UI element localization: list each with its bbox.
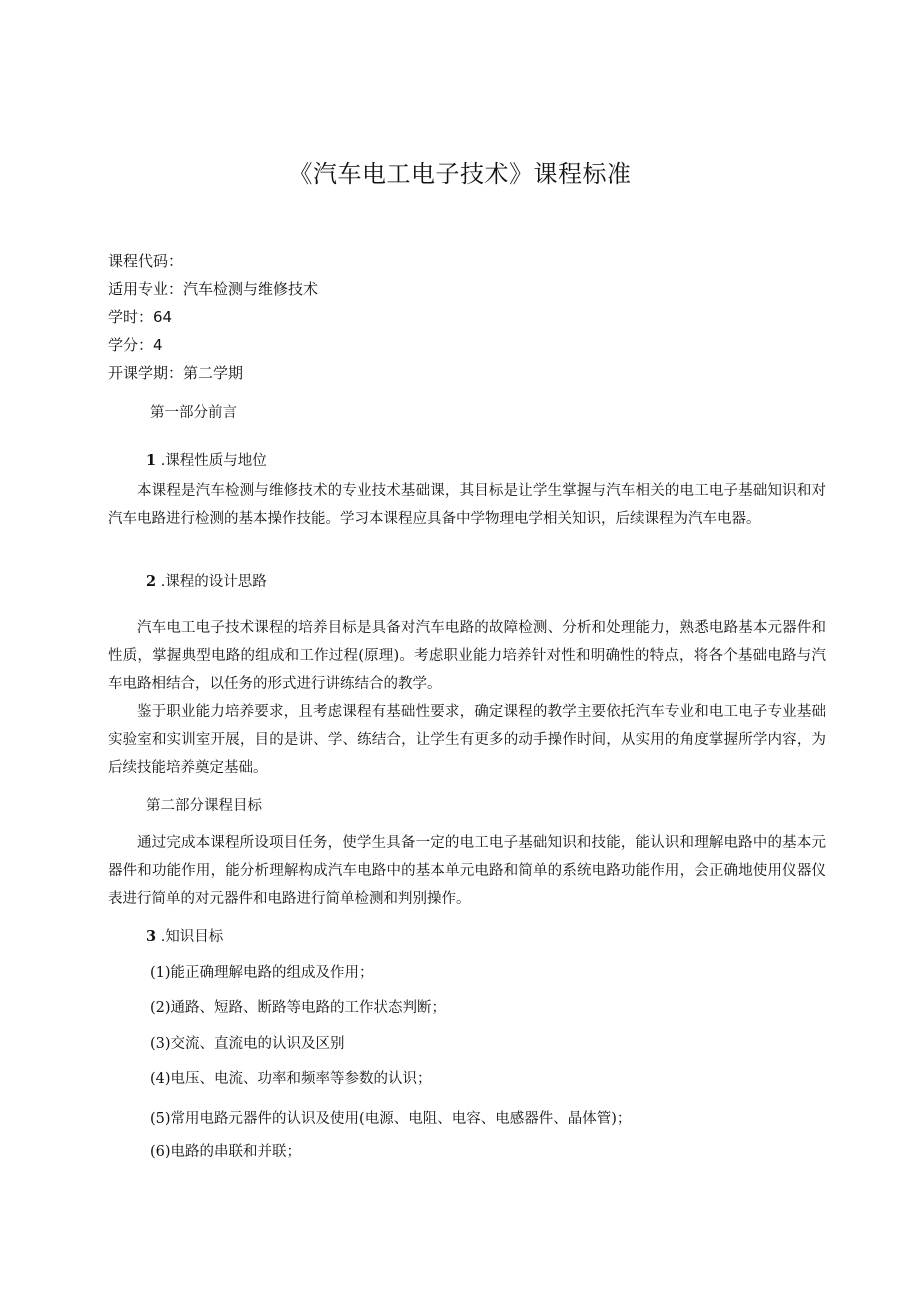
sec2-paragraph-2: 鉴于职业能力培养要求，且考虑课程有基础性要求，确定课程的教学主要依托汽车专业和电工电子专业基础实验室和实训室开展，目的是讲、学、练结合，让学生有更多的动手操作时间，从实用的角度掌握所学内容，为后续技能培养奠定基础。 [108,704,826,776]
sec1-heading [146,449,267,473]
meta-major: 适用专业：汽车检测与维修技术 [108,280,319,298]
sec3-heading [146,925,223,949]
knowledge-item-2: (2)通路、短路、断路等电路的工作状态判断； [150,1000,447,1016]
sec2-title: .课程的设计思路 [160,574,267,590]
part2-body [108,829,826,913]
sec1-title: .课程性质与地位 [160,453,267,469]
meta-credits: 学分：4 [108,336,163,354]
sec1-paragraph: 本课程是汽车检测与维修技术的专业技术基础课，其目标是让学生掌握与汽车相关的电工电子基础知识和对汽车电路进行检测的基本操作技能。学习本课程应具备中学物理电学相关知识，后续课程为汽车电器。 [108,483,826,527]
knowledge-item-4: (4)电压、电流、功率和频率等参数的认识； [150,1071,432,1087]
sec2-body [108,614,826,782]
sec2-number: 2 [146,573,157,590]
knowledge-item-3: (3)交流、直流电的认识及区别 [150,1036,345,1052]
knowledge-item-1: (1)能正确理解电路的组成及作用； [150,965,374,981]
sec1-body [108,477,826,533]
course-meta [108,247,318,387]
knowledge-item-6: (6)电路的串联和并联； [150,1144,302,1160]
sec1-number: 1 [146,452,157,469]
document-title: 《汽车电工电子技术》课程标准 [288,160,632,188]
meta-semester: 开课学期：第二学期 [108,364,244,382]
part2-heading: 第二部分课程目标 [146,798,262,814]
sec2-heading [146,570,267,594]
part1-heading: 第一部分前言 [150,405,237,421]
knowledge-item-5: (5)常用电路元器件的认识及使用(电源、电阻、电容、电感器件、晶体管)； [150,1111,632,1127]
meta-hours: 学时：64 [108,308,173,326]
sec3-number: 3 [146,928,157,945]
part2-paragraph: 通过完成本课程所设项目任务，使学生具备一定的电工电子基础知识和技能，能认识和理解电路中的基本元器件和功能作用，能分析理解构成汽车电路中的基本单元电路和简单的系统电路功能作用，会正确地使用仪器仪表进行简单的对元器件和电路进行简单检测和判别操作。 [108,835,826,907]
sec2-paragraph-1: 汽车电工电子技术课程的培养目标是具备对汽车电路的故障检测、分析和处理能力，熟悉电路基本元器件和性质，掌握典型电路的组成和工作过程(原理)。考虑职业能力培养针对性和明确性的特点，将各个基础电路与汽车电路相结合，以任务的形式进行讲练结合的教学。 [108,620,826,692]
sec3-title: .知识目标 [160,929,224,945]
meta-course-code: 课程代码： [108,252,184,270]
